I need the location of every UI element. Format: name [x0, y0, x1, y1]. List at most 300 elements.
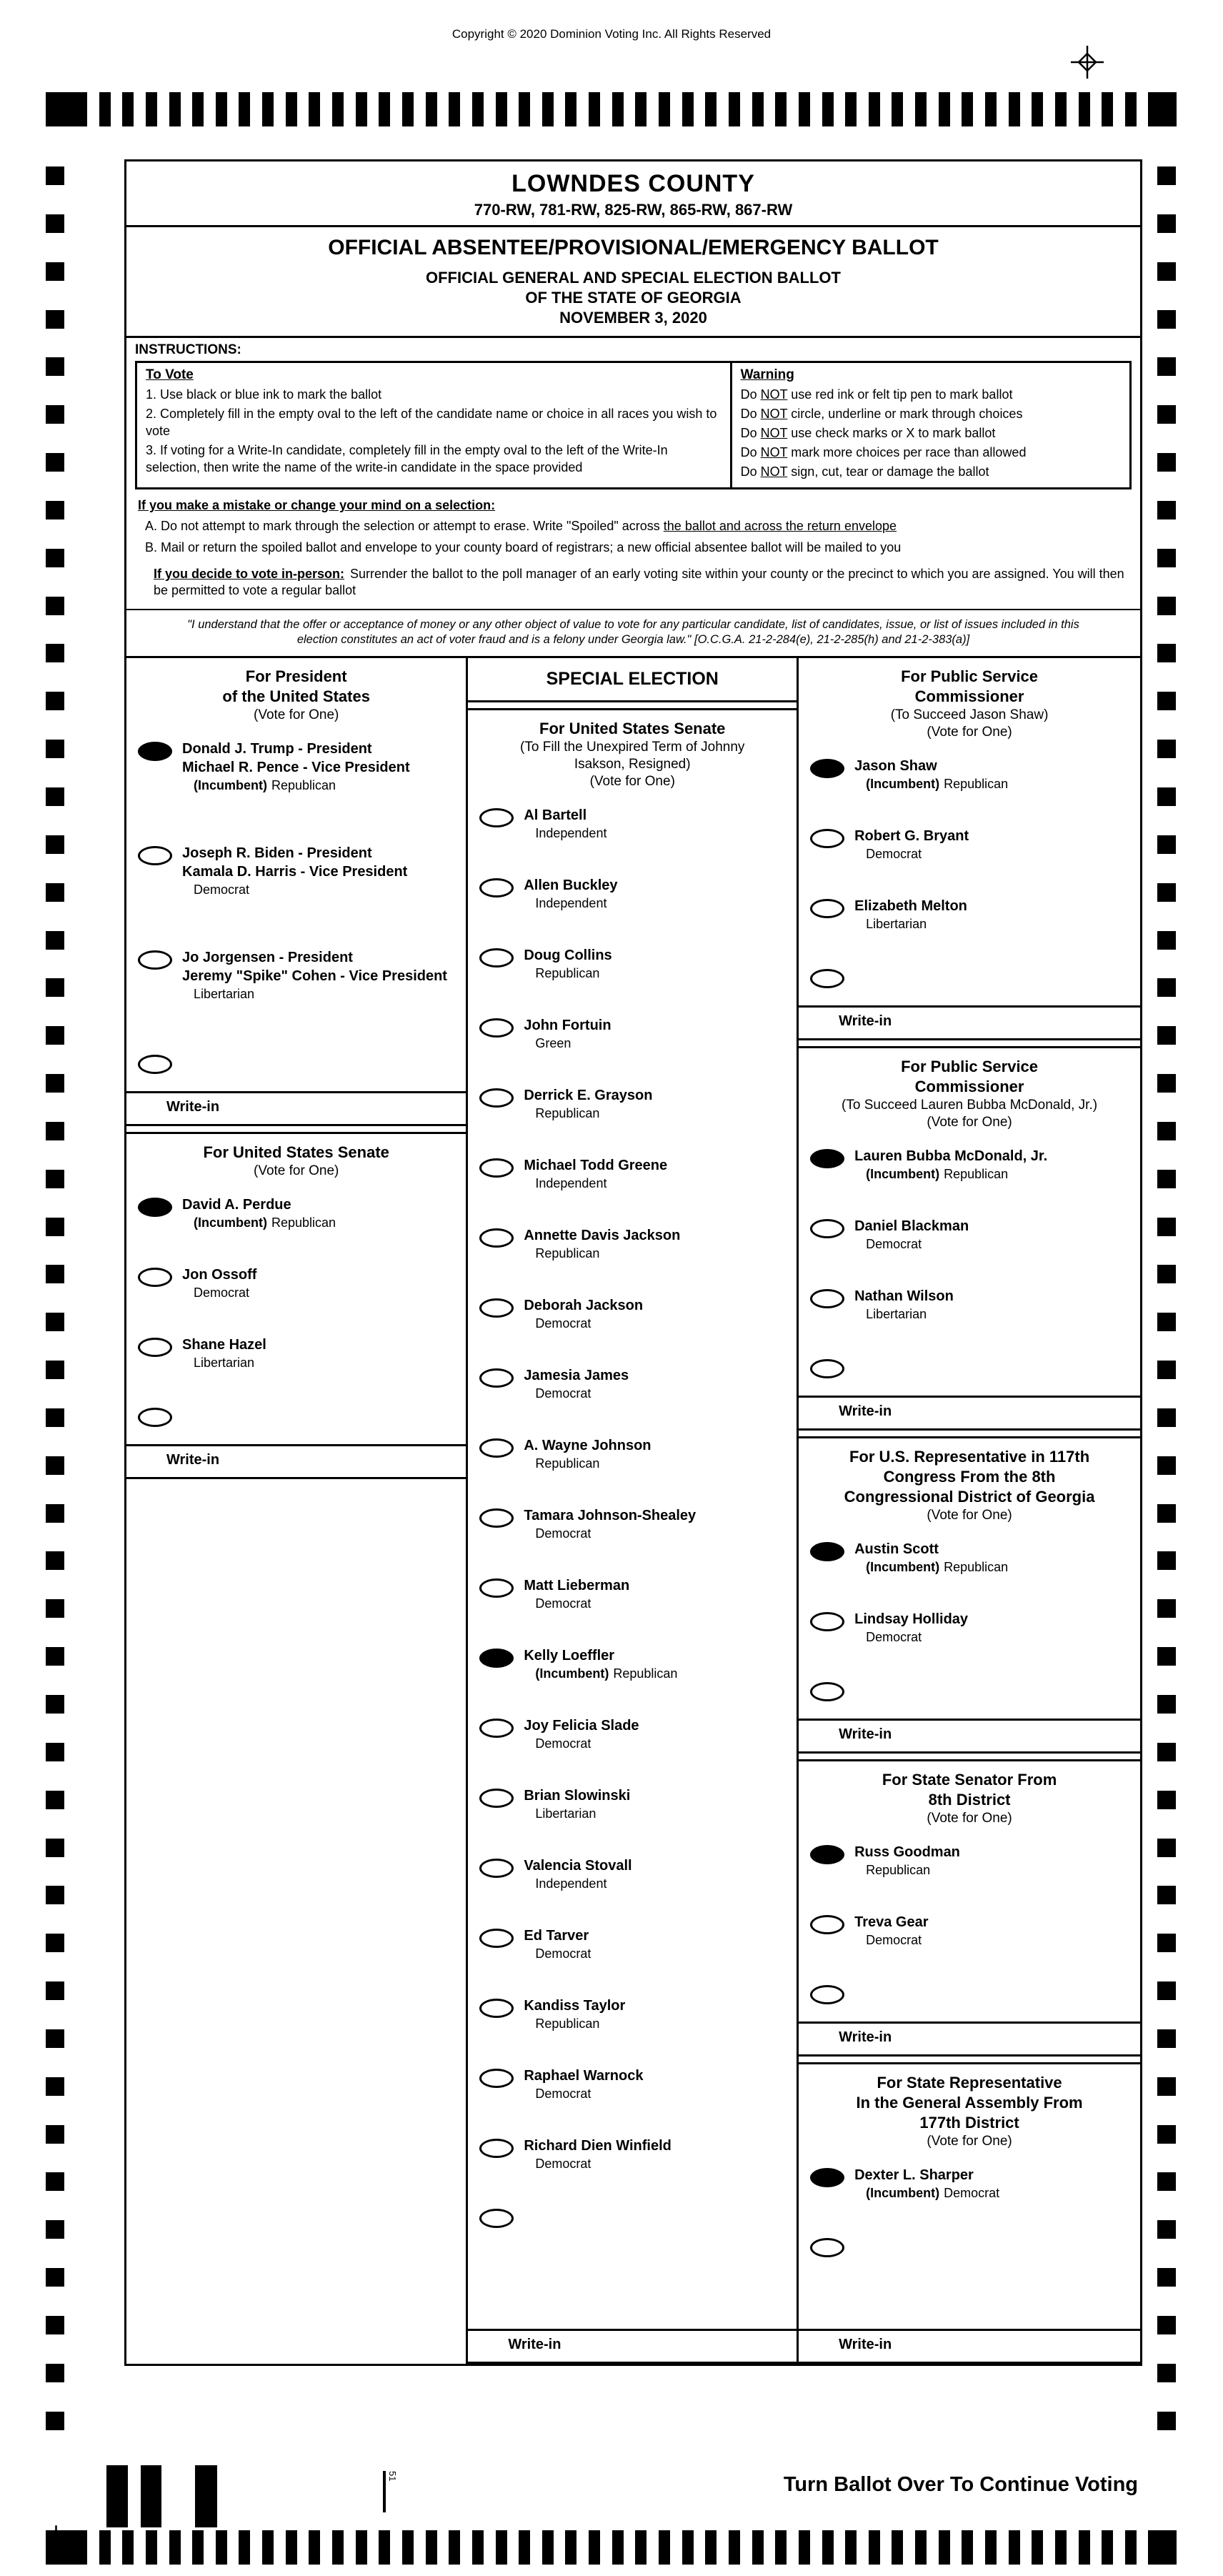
timing-mark [1157, 2077, 1176, 2096]
race-us-house-8 [799, 1436, 1140, 1754]
candidate-row [468, 1296, 797, 1332]
candidate-row [468, 1016, 797, 1052]
candidate-oval[interactable] [479, 948, 514, 968]
race-header [126, 658, 466, 731]
candidate-name: Raphael Warnock [524, 2068, 644, 2084]
filled-candidate-oval[interactable] [810, 1542, 844, 1561]
candidate-oval[interactable] [479, 1508, 514, 1528]
timing-mark [1157, 501, 1176, 519]
candidate-oval[interactable] [810, 899, 844, 918]
write-in-line[interactable] [126, 1444, 466, 1449]
timing-mark [99, 92, 111, 126]
candidate-info [524, 946, 612, 982]
timing-mark [46, 1695, 64, 1714]
timing-mark [1157, 1265, 1176, 1283]
timing-mark [1157, 453, 1176, 472]
timing-mark [46, 1026, 64, 1045]
party-name: Libertarian [535, 1806, 596, 1821]
timing-mark [46, 1981, 64, 2000]
write-in-label: Write-in [166, 1452, 220, 1468]
write-in-label: Write-in [839, 2337, 892, 2352]
candidate-party [524, 1946, 591, 1962]
timing-mark [1157, 2268, 1176, 2287]
timing-mark [46, 1265, 64, 1283]
candidate-row [468, 806, 797, 842]
candidate-name: Nathan Wilson [854, 1288, 954, 1304]
write-in-line[interactable] [799, 1396, 1140, 1401]
timing-mark [1157, 1791, 1176, 1809]
candidate-oval[interactable] [138, 1338, 172, 1357]
candidate-party [182, 1285, 256, 1301]
race-header [126, 1134, 466, 1187]
timing-mark [46, 2077, 64, 2096]
instructions-section [126, 338, 1140, 599]
timing-mark [1157, 1074, 1176, 1093]
candidate-oval[interactable] [479, 1088, 514, 1108]
candidate-info [524, 1226, 680, 1262]
write-in-line[interactable] [126, 1091, 466, 1096]
party-name: Republican [535, 1456, 600, 1471]
party-name: Independent [535, 1876, 607, 1891]
timing-mark [402, 2530, 414, 2565]
incumbent-label: (Incumbent) [866, 1560, 940, 1574]
write-in-row [468, 2207, 797, 2228]
write-in-line[interactable] [799, 1719, 1140, 1724]
party-name: Libertarian [866, 1307, 927, 1321]
timing-mark [1125, 92, 1137, 126]
timing-mark [1157, 1599, 1176, 1618]
candidate-oval[interactable] [479, 808, 514, 827]
timing-mark [892, 2530, 903, 2565]
timing-mark [46, 453, 64, 472]
candidate-name: David A. Perdue [182, 1197, 291, 1213]
candidate-row [799, 1843, 1140, 1879]
to-vote-item: 1. Use black or blue ink to mark the ballot [146, 387, 382, 402]
party-name: Libertarian [866, 917, 927, 931]
candidate-oval[interactable] [479, 1438, 514, 1458]
candidate-oval[interactable] [138, 950, 172, 970]
candidate-name: Lauren Bubba McDonald, Jr. [854, 1148, 1048, 1164]
candidate-name: Daniel Blackman [854, 1218, 969, 1234]
candidate-row [799, 2166, 1140, 2202]
race-header [799, 1438, 1140, 1531]
timing-mark [286, 92, 297, 126]
timing-mark [659, 92, 670, 126]
candidate-oval[interactable] [479, 1578, 514, 1598]
timing-mark [169, 92, 181, 126]
candidate-oval[interactable] [810, 829, 844, 848]
candidate-party [854, 846, 969, 862]
timing-mark [1157, 1122, 1176, 1140]
timing-mark [402, 92, 414, 126]
filled-candidate-oval[interactable] [810, 1149, 844, 1168]
candidate-name: Donald J. Trump - President [182, 741, 372, 757]
timing-mark [496, 92, 507, 126]
candidate-party [854, 1559, 1008, 1576]
race-header [799, 658, 1140, 748]
timing-mark [1157, 1886, 1176, 1904]
timing-mark [1157, 2029, 1176, 2048]
write-in-oval[interactable] [479, 2209, 514, 2228]
incumbent-label: (Incumbent) [866, 1167, 940, 1181]
candidate-row [468, 2067, 797, 2102]
timing-mark [565, 92, 576, 126]
candidate-oval[interactable] [810, 1219, 844, 1238]
candidate-list [468, 797, 797, 2245]
timing-mark [1055, 92, 1067, 126]
timing-mark [332, 2530, 344, 2565]
candidate-name: Matt Lieberman [524, 1578, 630, 1593]
vote-for-instruction: (Vote for One) [589, 774, 675, 789]
instructions-box [135, 361, 1132, 489]
timing-mark [146, 2530, 157, 2565]
candidate-info [854, 1287, 954, 1323]
timing-mark [46, 214, 64, 233]
party-name: Republican [866, 1863, 931, 1877]
candidate-party [524, 1526, 696, 1542]
candidate-oval[interactable] [479, 1298, 514, 1318]
candidate-info [524, 876, 617, 912]
timing-mark [775, 2530, 787, 2565]
candidate-party [524, 1666, 677, 1682]
write-in-oval[interactable] [810, 1359, 844, 1378]
candidate-party [524, 2016, 625, 2032]
candidate-oval[interactable] [479, 1368, 514, 1388]
candidate-party [524, 2086, 643, 2102]
timing-mark [46, 692, 64, 710]
candidate-name: Michael Todd Greene [524, 1158, 668, 1173]
filled-candidate-oval[interactable] [810, 759, 844, 778]
sequence-mark: 51 [383, 2471, 398, 2512]
timing-mark [939, 2530, 950, 2565]
party-name: Democrat [535, 1736, 591, 1751]
timing-mark [46, 1504, 64, 1523]
write-in-oval[interactable] [138, 1055, 172, 1074]
party-name: Democrat [944, 2186, 1000, 2200]
timing-mark [659, 2530, 670, 2565]
timing-mark [46, 1074, 64, 1093]
timing-mark [192, 2530, 204, 2565]
timing-mark [216, 2530, 227, 2565]
timing-mark [1157, 2316, 1176, 2334]
candidate-info [854, 757, 1008, 792]
timing-mark [46, 787, 64, 806]
write-in-label: Write-in [839, 2029, 892, 2045]
timing-mark [426, 92, 437, 126]
party-name: Republican [271, 1215, 336, 1230]
candidate-name: Elizabeth Melton [854, 898, 967, 914]
race-title-line: Congress From the 8th [883, 1468, 1056, 1486]
timing-mark [682, 2530, 694, 2565]
candidate-info [524, 1716, 639, 1752]
timing-mark [46, 2172, 64, 2191]
timing-mark [519, 92, 530, 126]
candidate-oval[interactable] [479, 1999, 514, 2018]
candidate-info [524, 1786, 630, 1822]
write-in-area [799, 2329, 1140, 2362]
timing-marks-top [46, 92, 1177, 126]
timing-mark [589, 2530, 600, 2565]
candidate-oval[interactable] [810, 1915, 844, 1934]
candidate-name: Shane Hazel [182, 1337, 266, 1353]
candidate-oval[interactable] [479, 2069, 514, 2088]
candidate-row [126, 844, 466, 898]
candidate-row [799, 1540, 1140, 1576]
timing-mark [1157, 1981, 1176, 2000]
candidate-name: Kandiss Taylor [524, 1998, 626, 2014]
race-title-line: For United States Senate [539, 720, 726, 737]
timing-mark [1157, 1695, 1176, 1714]
candidate-party [524, 1596, 629, 1612]
timing-mark [1157, 1839, 1176, 1857]
candidate-party [854, 1166, 1047, 1183]
timing-mark [46, 92, 87, 126]
write-in-row [799, 1680, 1140, 1701]
ballot-type-title: OFFICIAL ABSENTEE/PROVISIONAL/EMERGENCY BALLOT [328, 236, 939, 259]
candidate-row [799, 897, 1140, 933]
filled-candidate-oval[interactable] [810, 1845, 844, 1864]
scanner-mark [195, 2465, 217, 2527]
to-vote-item: 2. Completely fill in the empty oval to the left of the candidate name or choice in all races you wish to vote [146, 407, 717, 438]
timing-mark [1157, 2412, 1176, 2430]
party-name: Republican [944, 1560, 1009, 1574]
candidate-oval[interactable] [810, 1289, 844, 1308]
candidate-info [524, 1436, 651, 1472]
race-subtitle: (To Fill the Unexpired Term of Johnny Isakson, Resigned) [520, 740, 745, 772]
party-name: Democrat [535, 1596, 591, 1611]
timing-mark [262, 92, 274, 126]
candidate-name: Richard Dien Winfield [524, 2138, 672, 2154]
timing-mark [589, 92, 600, 126]
candidate-name: Jason Shaw [854, 758, 937, 774]
write-in-oval[interactable] [810, 2238, 844, 2257]
candidate-row [799, 1147, 1140, 1183]
write-in-oval[interactable] [810, 969, 844, 988]
candidate-oval[interactable] [138, 846, 172, 865]
candidate-oval[interactable] [479, 1929, 514, 1948]
candidate-row [799, 1913, 1140, 1949]
timing-mark [46, 2268, 64, 2287]
party-name: Libertarian [194, 987, 255, 1001]
timing-mark [1157, 1551, 1176, 1570]
candidate-oval[interactable] [479, 1018, 514, 1038]
timing-mark [46, 2125, 64, 2144]
timing-mark [46, 357, 64, 376]
race-title-line: For President [245, 667, 347, 685]
timing-mark [1157, 883, 1176, 902]
party-name: Independent [535, 826, 607, 840]
timing-mark [985, 92, 997, 126]
candidate-name: Russ Goodman [854, 1844, 960, 1860]
timing-mark [1157, 787, 1176, 806]
candidate-row [799, 1217, 1140, 1253]
warning-title: Warning [740, 367, 794, 382]
party-name: Democrat [866, 1933, 922, 1947]
ballot-column-2 [468, 658, 799, 2364]
timing-mark [705, 92, 717, 126]
candidate-oval[interactable] [479, 878, 514, 897]
candidate-party [854, 2185, 999, 2202]
incumbent-label: (Incumbent) [866, 777, 940, 791]
filled-candidate-oval[interactable] [479, 1648, 514, 1668]
candidate-oval[interactable] [810, 1612, 844, 1631]
candidate-party [524, 1245, 680, 1262]
registration-crosshair-icon [1069, 44, 1105, 80]
candidate-row [468, 1996, 797, 2032]
candidate-row [799, 757, 1140, 792]
candidate-oval[interactable] [479, 1228, 514, 1248]
race-header [468, 710, 797, 797]
candidate-row [468, 2137, 797, 2172]
warning-list [741, 386, 1121, 480]
timing-mark [1157, 2172, 1176, 2191]
candidate-party [524, 1456, 651, 1472]
race-title-line: Commissioner [914, 1078, 1024, 1095]
candidate-row [468, 1366, 797, 1402]
candidate-oval[interactable] [138, 1268, 172, 1287]
timing-mark [169, 2530, 181, 2565]
write-in-oval[interactable] [810, 1682, 844, 1701]
party-name: Independent [535, 1176, 607, 1190]
timing-mark [356, 2530, 367, 2565]
timing-marks-right [1157, 166, 1176, 2430]
candidate-info [524, 1926, 591, 1962]
write-in-row [799, 967, 1140, 988]
write-in-line[interactable] [799, 2329, 1140, 2334]
timing-mark [1157, 2364, 1176, 2382]
candidate-list [799, 748, 1140, 1005]
timing-mark [985, 2530, 997, 2565]
timing-mark [286, 2530, 297, 2565]
vote-for-instruction: (Vote for One) [254, 1163, 339, 1178]
warning-item: Do NOT use check marks or X to mark ballot [740, 426, 996, 440]
write-in-line[interactable] [468, 2329, 797, 2334]
write-in-oval[interactable] [138, 1408, 172, 1427]
timing-mark [1102, 2530, 1113, 2565]
ballot-column-3 [799, 658, 1140, 2364]
not-emphasis: NOT [760, 407, 788, 421]
candidate-party [524, 965, 612, 982]
timing-mark [1157, 357, 1176, 376]
candidate-party [524, 1105, 652, 1122]
write-in-area [468, 2329, 797, 2362]
timing-mark [1157, 214, 1176, 233]
candidate-oval[interactable] [479, 1859, 514, 1878]
filled-candidate-oval[interactable] [810, 2168, 844, 2187]
candidate-row [126, 1265, 466, 1301]
timing-mark [962, 92, 973, 126]
candidate-party [182, 1215, 336, 1231]
candidate-party [524, 1806, 630, 1822]
to-vote-title: To Vote [146, 367, 194, 382]
timing-mark [1157, 1647, 1176, 1666]
scanner-mark [106, 2465, 128, 2527]
timing-mark [46, 2530, 87, 2565]
candidate-name: Joseph R. Biden - President [182, 845, 372, 861]
race-us-senate [126, 1132, 466, 1479]
write-in-row [799, 2236, 1140, 2257]
candidate-party [182, 882, 407, 898]
vote-for-instruction: (Vote for One) [927, 725, 1012, 740]
timing-mark [46, 1934, 64, 1952]
candidate-row [468, 1716, 797, 1752]
write-in-oval[interactable] [810, 1985, 844, 2004]
write-in-line[interactable] [799, 1005, 1140, 1010]
party-name: Republican [535, 1246, 600, 1260]
county-header [126, 161, 1140, 227]
timing-mark [46, 2412, 64, 2430]
mistake-section [135, 489, 1132, 556]
not-emphasis: NOT [760, 445, 788, 459]
mistake-title: If you make a mistake or change your mind on a selection: [138, 498, 496, 512]
candidate-name: Lindsay Holliday [854, 1611, 969, 1627]
candidate-info [524, 806, 606, 842]
in-person-title: If you decide to vote in-person: [154, 567, 345, 581]
timing-mark [822, 92, 834, 126]
write-in-row [126, 1053, 466, 1074]
timing-mark [705, 2530, 717, 2565]
candidate-row [799, 1287, 1140, 1323]
party-name: Democrat [866, 847, 922, 861]
timing-mark [1009, 2530, 1020, 2565]
candidate-name: Michael R. Pence - Vice President [182, 760, 410, 775]
incumbent-label: (Incumbent) [535, 1666, 609, 1681]
candidate-info [854, 827, 969, 862]
candidate-info [524, 1576, 629, 1612]
candidate-oval[interactable] [479, 2139, 514, 2158]
candidate-oval[interactable] [479, 1719, 514, 1738]
timing-mark [46, 1122, 64, 1140]
timing-mark [939, 92, 950, 126]
candidate-name: Annette Davis Jackson [524, 1228, 681, 1243]
write-in-area [799, 1005, 1140, 1038]
candidate-party [854, 1629, 968, 1646]
timing-mark [1125, 2530, 1137, 2565]
write-in-area [126, 1091, 466, 1124]
election-date: NOVEMBER 3, 2020 [559, 309, 707, 327]
write-in-line[interactable] [799, 2021, 1140, 2027]
candidate-oval[interactable] [479, 1789, 514, 1808]
candidate-name: Al Bartell [524, 807, 587, 823]
write-in-label: Write-in [839, 1403, 892, 1419]
timing-mark [682, 92, 694, 126]
candidate-party [182, 1355, 266, 1371]
vote-for-instruction: (Vote for One) [927, 1115, 1012, 1130]
party-name: Republican [944, 1167, 1009, 1181]
timing-mark [1079, 92, 1090, 126]
candidate-row [468, 1436, 797, 1472]
timing-mark [356, 92, 367, 126]
race-president [126, 658, 466, 1126]
timing-mark [612, 92, 624, 126]
timing-mark [46, 1791, 64, 1809]
candidate-info [854, 1217, 969, 1253]
timing-mark [449, 92, 460, 126]
filled-candidate-oval[interactable] [138, 1198, 172, 1217]
timing-mark [519, 2530, 530, 2565]
filled-candidate-oval[interactable] [138, 742, 172, 761]
candidate-party [524, 1876, 632, 1892]
timing-mark [46, 549, 64, 567]
candidate-info [854, 1843, 960, 1879]
timing-mark [1157, 1408, 1176, 1427]
candidate-info [524, 1506, 696, 1542]
timing-mark [869, 92, 880, 126]
race-title-line: For United States Senate [203, 1143, 389, 1161]
timing-marks-left [46, 166, 64, 2430]
instructions-label: INSTRUCTIONS: [135, 342, 241, 357]
candidate-oval[interactable] [479, 1158, 514, 1178]
